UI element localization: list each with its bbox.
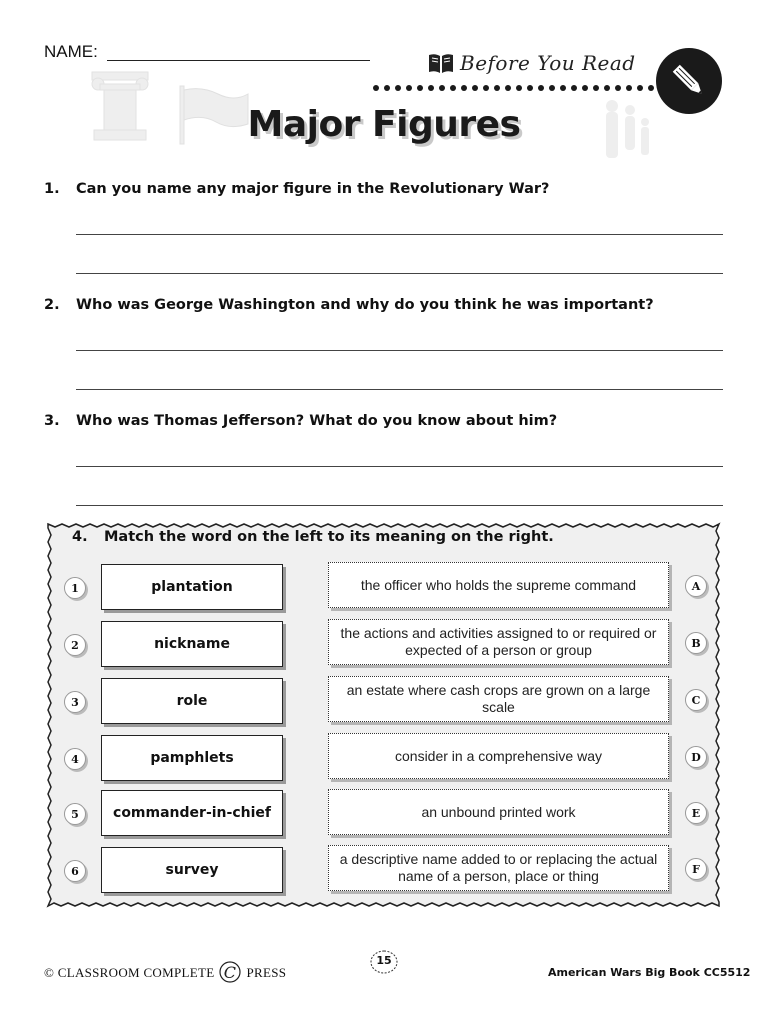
publisher-logo-icon xyxy=(218,960,242,986)
question-3: 3. Who was Thomas Jefferson? What do you know about him? xyxy=(44,413,558,429)
open-book-icon xyxy=(428,52,454,74)
number-bubble: 6 xyxy=(64,860,86,882)
definition-box: an unbound printed work xyxy=(328,789,669,835)
section-tag xyxy=(428,48,636,78)
answer-line[interactable] xyxy=(76,234,723,235)
word-box: role xyxy=(101,678,283,724)
question-text: Who was Thomas Jefferson? What do you know about him? xyxy=(76,413,558,429)
name-line[interactable] xyxy=(107,60,370,61)
answer-line[interactable] xyxy=(76,273,723,274)
word-box: nickname xyxy=(101,621,283,667)
question-2: 2. Who was George Washington and why do you think he was important? xyxy=(44,297,654,313)
definition-box: consider in a comprehensive way xyxy=(328,733,669,779)
letter-bubble: E xyxy=(685,802,707,824)
word-box: survey xyxy=(101,847,283,893)
publisher-credit: © CLASSROOM COMPLETE C PRESS xyxy=(44,960,286,986)
book-title: American Wars Big Book CC5512 xyxy=(548,966,751,979)
section-tag-label: Before You Read xyxy=(460,51,636,75)
page-number: 15 xyxy=(376,954,392,967)
matching-instruction: 4. Match the word on the left to its meaning on the right. xyxy=(72,529,554,545)
svg-text:C: C xyxy=(224,963,237,982)
question-1: 1. Can you name any major figure in the Revolutionary War? xyxy=(44,181,550,197)
definition-box: the actions and activities assigned to or required or expected of a person or group xyxy=(328,619,669,665)
definition-box: a descriptive name added to or replacing the actual name of a person, place or thing xyxy=(328,845,669,891)
question-text: Can you name any major figure in the Revolutionary War? xyxy=(76,181,550,197)
letter-bubble: D xyxy=(685,746,707,768)
letter-bubble: F xyxy=(685,858,707,880)
letter-bubble: C xyxy=(685,689,707,711)
name-label: NAME: xyxy=(44,42,98,61)
number-bubble: 1 xyxy=(64,577,86,599)
letter-bubble: B xyxy=(685,632,707,654)
number-bubble: 2 xyxy=(64,634,86,656)
word-box: plantation xyxy=(101,564,283,610)
word-box: commander-in-chief xyxy=(101,790,283,836)
number-bubble: 3 xyxy=(64,691,86,713)
definition-box: an estate where cash crops are grown on a large scale xyxy=(328,676,669,722)
page-title: Major Figures xyxy=(247,104,521,145)
answer-line[interactable] xyxy=(76,350,723,351)
number-bubble: 5 xyxy=(64,803,86,825)
pencil-icon xyxy=(669,61,709,101)
definition-box: the officer who holds the supreme command xyxy=(328,562,669,608)
letter-bubble: A xyxy=(685,575,707,597)
word-box: pamphlets xyxy=(101,735,283,781)
answer-line[interactable] xyxy=(76,466,723,467)
answer-line[interactable] xyxy=(76,505,723,506)
answer-line[interactable] xyxy=(76,389,723,390)
question-text: Who was George Washington and why do you think he was important? xyxy=(76,297,654,313)
dotted-divider xyxy=(372,82,656,94)
number-bubble: 4 xyxy=(64,748,86,770)
